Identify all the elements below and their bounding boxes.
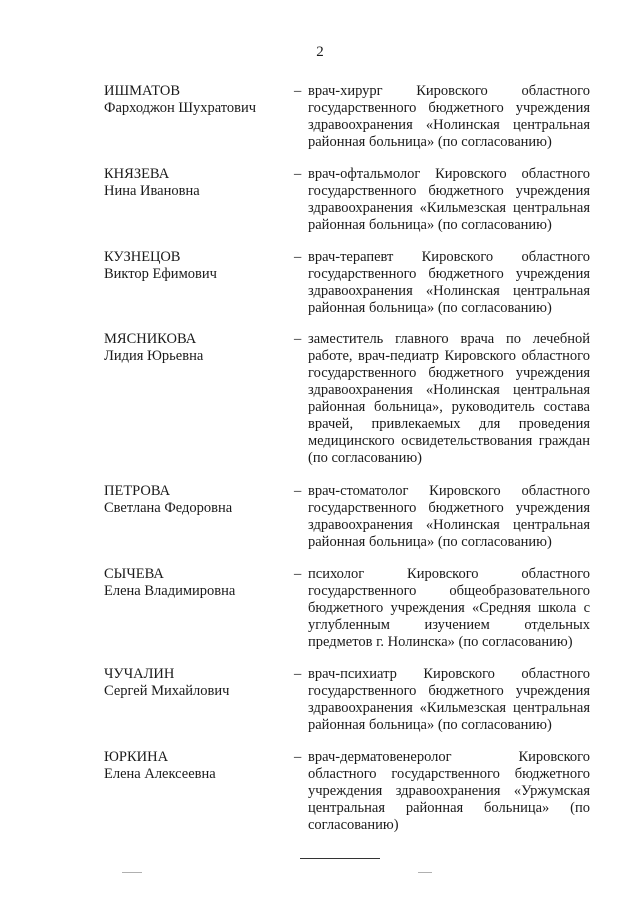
member-role: врач-хирург Кировского областного государственного бюджетного учреждения здравоохранения «Нолинская центральная районная больница» (по согласованию) (308, 83, 590, 150)
member-name (104, 83, 284, 117)
member-name (104, 483, 284, 517)
member-name (104, 249, 284, 283)
scan-artifact (122, 872, 142, 873)
member-surname: КУЗНЕЦОВ (104, 249, 181, 265)
member-surname: КНЯЗЕВА (104, 166, 170, 182)
dash-separator: – (294, 749, 302, 765)
member-role: врач-психиатр Кировского областного государственного бюджетного учреждения здравоохранения «Кильмезская центральная районная больница» (по согласованию) (308, 666, 590, 733)
member-given-name: Лидия Юрьевна (104, 348, 204, 364)
scan-artifact (418, 872, 432, 873)
member-name (104, 166, 284, 200)
end-of-list-rule (300, 858, 380, 859)
member-given-name: Нина Ивановна (104, 183, 200, 199)
member-name (104, 331, 284, 365)
page-number: 2 (316, 44, 324, 60)
member-surname: ИШМАТОВ (104, 83, 180, 99)
dash-separator: – (294, 566, 302, 582)
member-given-name: Фарходжон Шухратович (104, 100, 257, 116)
dash-separator: – (294, 331, 302, 347)
member-role: заместитель главного врача по лечебной работе, врач-педиатр Кировского областного государственного бюджетного учреждения здравоохранения «Нолинская центральная районная больница», руководитель состава врачей, привлекаемых для проведения медицинского освидетельствования граждан (по согласованию) (308, 331, 590, 466)
member-surname: СЫЧЕВА (104, 566, 164, 582)
member-role: врач-офтальмолог Кировского областного государственного бюджетного учреждения здравоохранения «Кильмезская центральная районная больница» (по согласованию) (308, 166, 590, 233)
member-surname: ПЕТРОВА (104, 483, 171, 499)
dash-separator: – (294, 666, 302, 682)
member-surname: ЮРКИНА (104, 749, 169, 765)
dash-separator: – (294, 483, 302, 499)
member-given-name: Елена Владимировна (104, 583, 236, 599)
dash-separator: – (294, 166, 302, 182)
member-role: врач-дерматовенеролог Кировского областного государственного бюджетного учреждения здравоохранения «Уржумская центральная районная больница» (по согласованию) (308, 749, 590, 833)
member-name (104, 566, 284, 600)
member-given-name: Елена Алексеевна (104, 766, 216, 782)
member-given-name: Светлана Федоровна (104, 500, 233, 516)
member-name (104, 666, 284, 700)
member-given-name: Сергей Михайлович (104, 683, 230, 699)
dash-separator: – (294, 249, 302, 265)
dash-separator: – (294, 83, 302, 99)
member-role: врач-терапевт Кировского областного государственного бюджетного учреждения здравоохранения «Нолинская центральная районная больница» (по согласованию) (308, 249, 590, 316)
member-name (104, 749, 284, 783)
member-role: психолог Кировского областного государственного общеобразовательного бюджетного учреждения «Средняя школа с углубленным изучением отдельных предметов г. Нолинска» (по согласованию) (308, 566, 590, 650)
member-given-name: Виктор Ефимович (104, 266, 217, 282)
member-surname: МЯСНИКОВА (104, 331, 197, 347)
member-role: врач-стоматолог Кировского областного государственного бюджетного учреждения здравоохранения «Нолинская центральная районная больница» (по согласованию) (308, 483, 590, 550)
member-surname: ЧУЧАЛИН (104, 666, 175, 682)
